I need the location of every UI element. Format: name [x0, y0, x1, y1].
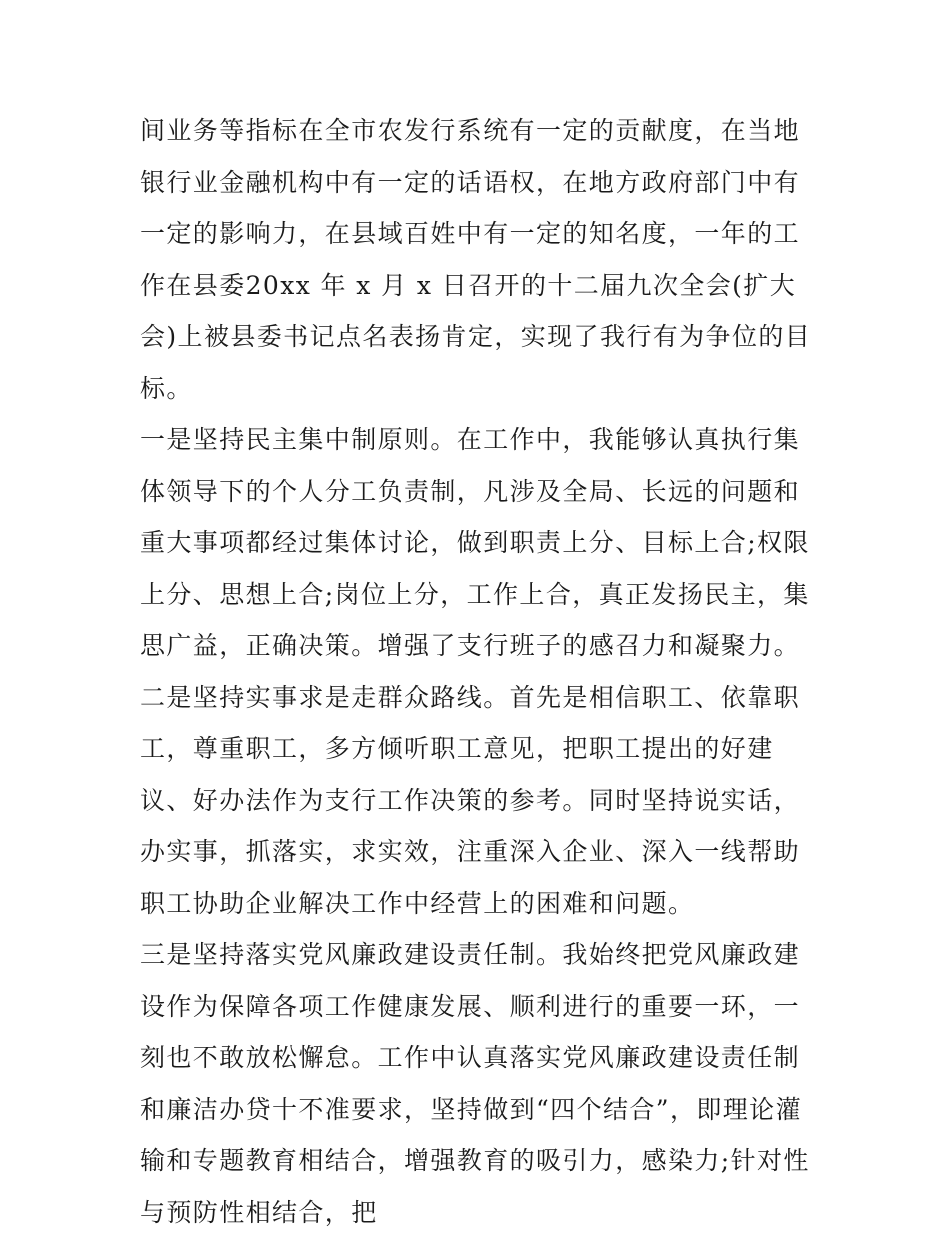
paragraph-democratic-centralism: 一是坚持民主集中制原则。在工作中，我能够认真执行集体领导下的个人分工负责制，凡涉及全局、长远的问题和重大事项都经过集体讨论，做到职责上分、目标上合;权限上分、思想上合;岗位上分，工作上合，真正发扬民主，集思广益，正确决策。增强了支行班子的感召力和凝聚力。: [140, 425, 810, 660]
paragraph-continuation: 间业务等指标在全市农发行系统有一定的贡献度，在当地银行业金融机构中有一定的话语权，在地方政府部门中有一定的影响力，在县域百姓中有一定的知名度，一年的工作在县委20xx 年 x 月 x 日召开的十二届九次全会(扩大会)上被县委书记点名表扬肯定，实现了我行有为争位的目标。: [140, 116, 812, 403]
document-body: [140, 105, 820, 1238]
paragraph-integrity: 三是坚持落实党风廉政建设责任制。我始终把党风廉政建设作为保障各项工作健康发展、顺利进行的重要一环，一刻也不敢放松懈怠。工作中认真落实党风廉政建设责任制和廉洁办贷十不准要求，坚持做到“四个结合”，即理论灌输和专题教育相结合，增强教育的吸引力，感染力;针对性与预防性相结合，把: [140, 940, 810, 1227]
paragraph-seek-truth: 二是坚持实事求是走群众路线。首先是相信职工、依靠职工，尊重职工，多方倾听职工意见，把职工提出的好建议、好办法作为支行工作决策的参考。同时坚持说实话，办实事，抓落实，求实效，注重深入企业、深入一线帮助职工协助企业解决工作中经营上的困难和问题。: [140, 682, 801, 918]
